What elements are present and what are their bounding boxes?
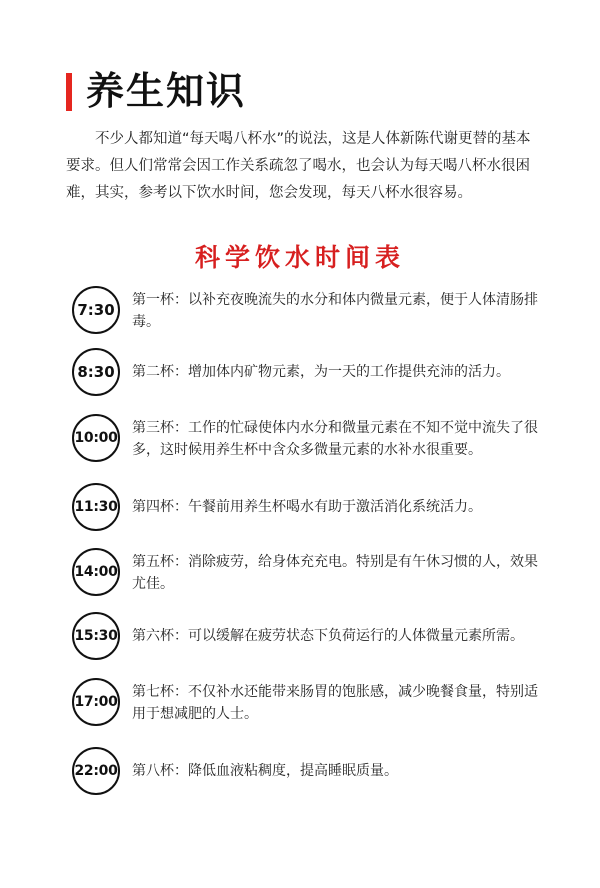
time-badge: 7:30 <box>72 286 120 334</box>
schedule-item-text: 第八杯：降低血液粘稠度，提高睡眠质量。 <box>132 763 398 779</box>
schedule-item <box>72 548 552 604</box>
time-badge: 8:30 <box>72 348 120 396</box>
page-title: 养生知识 <box>86 69 247 113</box>
schedule-item-text: 第六杯：可以缓解在疲劳状态下负荷运行的人体微量元素所需。 <box>132 628 524 644</box>
schedule-title: 科学饮水时间表 <box>194 243 405 272</box>
schedule-item <box>72 483 552 539</box>
schedule-item <box>72 678 552 734</box>
schedule-item-text: 第二杯：增加体内矿物元素，为一天的工作提供充沛的活力。 <box>132 364 510 380</box>
time-badge: 14:00 <box>72 548 120 596</box>
time-badge: 15:30 <box>72 612 120 660</box>
time-badge: 17:00 <box>72 678 120 726</box>
schedule-item <box>72 747 552 803</box>
schedule-item-text: 第三杯：工作的忙碌使体内水分和微量元素在不知不觉中流失了很多，这时候用养生杯中含众多微量元素的水补水很重要。 <box>132 420 538 458</box>
time-badge: 10:00 <box>72 414 120 462</box>
intro-paragraph: 不少人都知道“每天喝八杯水”的说法，这是人体新陈代谢更替的基本要求。但人们常常会因工作关系疏忽了喝水，也会认为每天喝八杯水很困难，其实，参考以下饮水时间，您会发现，每天八杯水很容易。 <box>66 131 531 201</box>
schedule-item-text: 第七杯：不仅补水还能带来肠胃的饱胀感，减少晚餐食量，特别适用于想减肥的人士。 <box>132 684 538 722</box>
schedule-item-text: 第一杯：以补充夜晚流失的水分和体内微量元素，便于人体清肠排毒。 <box>132 292 538 330</box>
time-badge: 11:30 <box>72 483 120 531</box>
schedule-item <box>72 414 552 470</box>
schedule-item <box>72 286 552 342</box>
schedule-item <box>72 348 552 404</box>
time-badge: 22:00 <box>72 747 120 795</box>
schedule-item-text: 第四杯：午餐前用养生杯喝水有助于激活消化系统活力。 <box>132 499 482 515</box>
schedule-item <box>72 612 552 668</box>
schedule-item-text: 第五杯：消除疲劳，给身体充充电。特别是有午休习惯的人，效果尤佳。 <box>132 554 538 592</box>
